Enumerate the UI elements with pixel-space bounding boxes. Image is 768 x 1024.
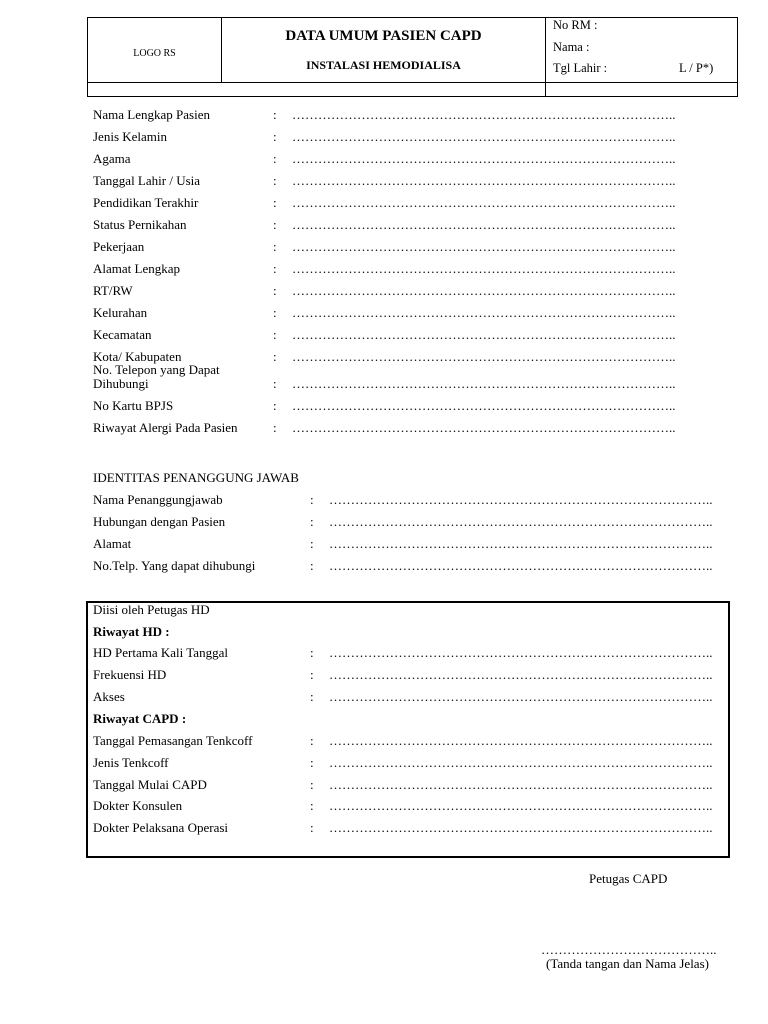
field-label: Tanggal Mulai CAPD — [93, 777, 207, 792]
field-label: Jenis Kelamin — [93, 129, 168, 144]
field-colon: : — [273, 129, 277, 144]
hd-intro: Diisi oleh Petugas HD — [93, 602, 210, 617]
field-label: HD Pertama Kali Tanggal — [93, 645, 228, 660]
field-blank[interactable]: …………………………………………………………………………….. — [292, 261, 676, 276]
field-label: Status Pernikahan — [93, 217, 187, 232]
field-label — [93, 363, 220, 391]
field-blank[interactable]: …………………………………………………………………………….. — [292, 305, 676, 320]
field-colon: : — [310, 667, 314, 682]
field-blank[interactable]: …………………………………………………………………………….. — [292, 195, 676, 210]
field-label: Alamat Lengkap — [93, 261, 180, 276]
field-colon: : — [310, 558, 314, 573]
field-blank[interactable]: …………………………………………………………………………….. — [292, 283, 676, 298]
field-blank[interactable]: …………………………………………………………………………….. — [329, 492, 713, 507]
field-colon: : — [310, 645, 314, 660]
field-blank[interactable]: …………………………………………………………………………….. — [292, 173, 676, 188]
field-label: Kelurahan — [93, 305, 148, 320]
hd-heading: Riwayat HD : — [93, 624, 170, 639]
field-colon: : — [273, 107, 277, 122]
field-colon: : — [310, 777, 314, 792]
hospital-logo-placeholder: LOGO RS — [133, 48, 176, 59]
form-title: DATA UMUM PASIEN CAPD — [285, 28, 482, 44]
field-blank[interactable]: …………………………………………………………………………….. — [329, 733, 713, 748]
field-blank[interactable]: …………………………………………………………………………….. — [329, 514, 713, 529]
field-label: Dokter Pelaksana Operasi — [93, 820, 229, 835]
field-colon: : — [273, 283, 277, 298]
field-label: Akses — [93, 689, 125, 704]
form-subtitle: INSTALASI HEMODIALISA — [306, 58, 461, 72]
field-label: Kecamatan — [93, 327, 152, 342]
field-colon: : — [273, 261, 277, 276]
field-label-line: Dihubungi — [93, 376, 149, 391]
field-blank[interactable]: …………………………………………………………………………….. — [292, 327, 676, 342]
signature-line[interactable]: ………………………………….. — [541, 942, 717, 957]
field-colon: : — [273, 239, 277, 254]
field-label: No Kartu BPJS — [93, 398, 174, 413]
field-colon: : — [273, 327, 277, 342]
guardian-heading: IDENTITAS PENANGGUNG JAWAB — [93, 470, 299, 485]
capd-heading: Riwayat CAPD : — [93, 711, 187, 726]
field-label: Frekuensi HD — [93, 667, 167, 682]
field-label: Agama — [93, 151, 131, 166]
field-colon: : — [310, 514, 314, 529]
field-colon: : — [310, 536, 314, 551]
field-blank[interactable]: …………………………………………………………………………….. — [292, 420, 676, 435]
field-label: Tanggal Pemasangan Tenkcoff — [93, 733, 253, 748]
field-label: RT/RW — [93, 283, 133, 298]
field-colon: : — [310, 755, 314, 770]
nama-label: Nama : — [553, 40, 590, 54]
gender-label: L / P*) — [679, 61, 714, 75]
header-divider — [545, 18, 546, 97]
field-blank[interactable]: …………………………………………………………………………….. — [329, 689, 713, 704]
tgl-lahir-label: Tgl Lahir : — [553, 61, 608, 75]
field-colon: : — [273, 151, 277, 166]
field-label: Pendidikan Terakhir — [93, 195, 199, 210]
field-blank[interactable]: …………………………………………………………………………….. — [329, 645, 713, 660]
field-blank[interactable]: …………………………………………………………………………….. — [329, 798, 713, 813]
field-blank[interactable]: …………………………………………………………………………….. — [292, 398, 676, 413]
field-label: Riwayat Alergi Pada Pasien — [93, 420, 238, 435]
field-label: Nama Penanggungjawab — [93, 492, 223, 507]
field-colon: : — [273, 349, 277, 364]
field-colon: : — [273, 398, 277, 413]
field-colon: : — [310, 798, 314, 813]
field-colon: : — [310, 492, 314, 507]
field-label: Hubungan dengan Pasien — [93, 514, 226, 529]
field-label: Pekerjaan — [93, 239, 145, 254]
field-blank[interactable]: …………………………………………………………………………….. — [292, 217, 676, 232]
field-colon: : — [273, 173, 277, 188]
field-colon: : — [273, 195, 277, 210]
field-label: Dokter Konsulen — [93, 798, 183, 813]
field-blank[interactable]: …………………………………………………………………………….. — [292, 107, 676, 122]
field-blank[interactable]: …………………………………………………………………………….. — [292, 151, 676, 166]
field-colon: : — [310, 689, 314, 704]
field-blank[interactable]: …………………………………………………………………………….. — [292, 129, 676, 144]
field-blank[interactable]: …………………………………………………………………………….. — [329, 755, 713, 770]
field-label: Nama Lengkap Pasien — [93, 107, 210, 122]
field-blank[interactable]: …………………………………………………………………………….. — [329, 558, 713, 573]
field-blank[interactable]: …………………………………………………………………………….. — [329, 820, 713, 835]
header-table — [87, 17, 738, 97]
field-label: Kota/ Kabupaten — [93, 349, 182, 364]
field-blank[interactable]: …………………………………………………………………………….. — [292, 349, 676, 364]
signature-caption: (Tanda tangan dan Nama Jelas) — [546, 956, 709, 971]
field-label: Alamat — [93, 536, 132, 551]
field-blank[interactable]: …………………………………………………………………………….. — [329, 667, 713, 682]
field-blank[interactable]: …………………………………………………………………………….. — [292, 239, 676, 254]
field-label-line: No. Telepon yang Dapat — [93, 362, 220, 377]
field-label: No.Telp. Yang dapat dihubungi — [93, 558, 256, 573]
signature-role: Petugas CAPD — [589, 871, 668, 886]
field-blank[interactable]: …………………………………………………………………………….. — [329, 536, 713, 551]
field-colon: : — [273, 305, 277, 320]
field-label: Jenis Tenkcoff — [93, 755, 169, 770]
field-colon: : — [273, 217, 277, 232]
field-colon: : — [310, 733, 314, 748]
no-rm-label: No RM : — [553, 18, 598, 32]
field-colon: : — [273, 376, 277, 391]
field-colon: : — [310, 820, 314, 835]
field-blank[interactable]: …………………………………………………………………………….. — [329, 777, 713, 792]
field-blank[interactable]: …………………………………………………………………………….. — [292, 376, 676, 391]
header-divider — [88, 82, 737, 83]
field-label: Tanggal Lahir / Usia — [93, 173, 201, 188]
field-colon: : — [273, 420, 277, 435]
